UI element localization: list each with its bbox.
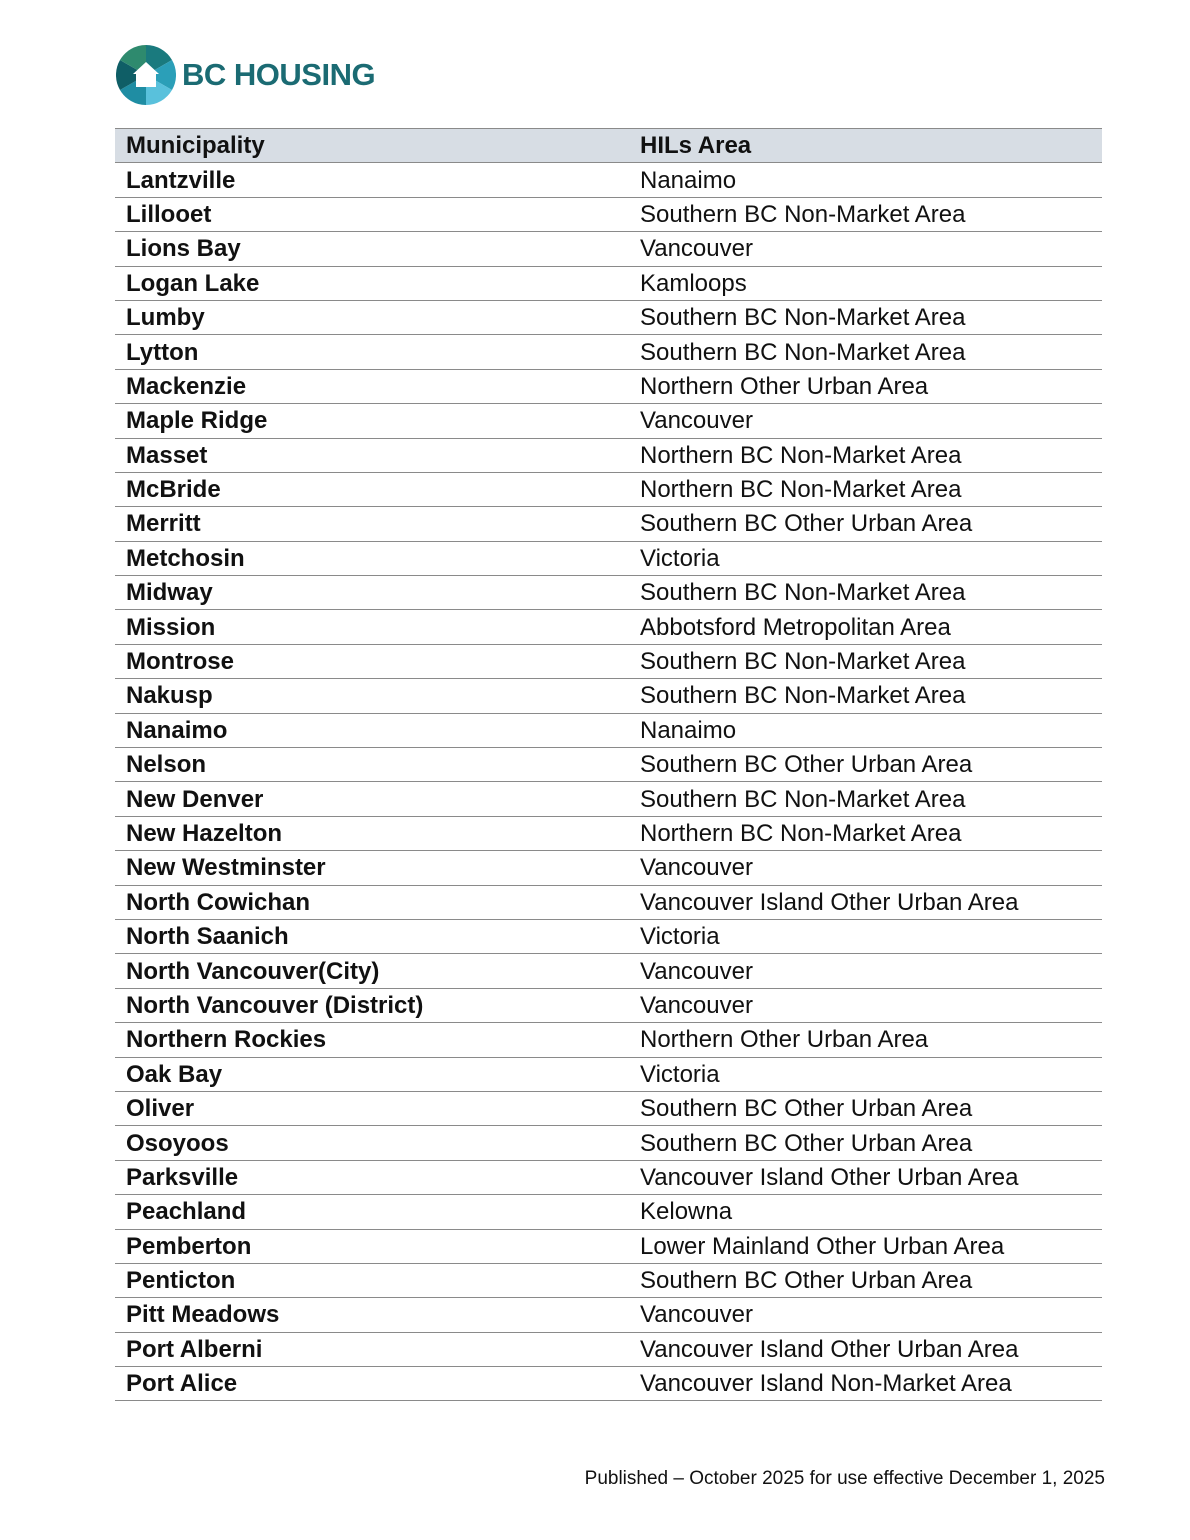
hils-area-cell: Vancouver Island Other Urban Area <box>629 885 1102 919</box>
hils-area-cell: Northern Other Urban Area <box>629 1023 1102 1057</box>
hils-area-cell: Kamloops <box>629 266 1102 300</box>
hils-area-cell: Nanaimo <box>629 163 1102 197</box>
table-row <box>115 266 1102 300</box>
hils-area-table <box>115 128 1102 1401</box>
bc-housing-emblem-icon <box>116 45 176 105</box>
table-row <box>115 404 1102 438</box>
table-row <box>115 713 1102 747</box>
municipality-cell: Parksville <box>115 1160 629 1194</box>
table-row <box>115 163 1102 197</box>
municipality-cell: Oak Bay <box>115 1057 629 1091</box>
municipality-cell: Lions Bay <box>115 232 629 266</box>
table-row <box>115 1298 1102 1332</box>
table-row <box>115 335 1102 369</box>
table-row <box>115 1160 1102 1194</box>
municipality-cell: Logan Lake <box>115 266 629 300</box>
table-row <box>115 507 1102 541</box>
municipality-cell: Mackenzie <box>115 369 629 403</box>
table-row <box>115 1126 1102 1160</box>
municipality-cell: Lytton <box>115 335 629 369</box>
hils-area-cell: Southern BC Non-Market Area <box>629 335 1102 369</box>
municipality-cell: Northern Rockies <box>115 1023 629 1057</box>
column-header-municipality: Municipality <box>115 129 629 163</box>
municipality-cell: Nakusp <box>115 679 629 713</box>
municipality-cell: Penticton <box>115 1263 629 1297</box>
municipality-cell: New Westminster <box>115 851 629 885</box>
municipality-cell: Midway <box>115 576 629 610</box>
table-row <box>115 1023 1102 1057</box>
table-row <box>115 644 1102 678</box>
municipality-cell: Lantzville <box>115 163 629 197</box>
table-row <box>115 679 1102 713</box>
hils-area-cell: Southern BC Other Urban Area <box>629 507 1102 541</box>
municipality-cell: Pitt Meadows <box>115 1298 629 1332</box>
hils-area-cell: Northern BC Non-Market Area <box>629 816 1102 850</box>
table-row <box>115 610 1102 644</box>
hils-area-cell: Vancouver <box>629 404 1102 438</box>
hils-area-cell: Northern BC Non-Market Area <box>629 438 1102 472</box>
hils-area-cell: Southern BC Other Urban Area <box>629 1126 1102 1160</box>
municipality-cell: Maple Ridge <box>115 404 629 438</box>
publication-note: Published – October 2025 for use effective December 1, 2025 <box>584 1468 1105 1489</box>
table-row <box>115 232 1102 266</box>
hils-area-cell: Southern BC Non-Market Area <box>629 679 1102 713</box>
hils-area-cell: Vancouver Island Non-Market Area <box>629 1367 1102 1401</box>
hils-area-cell: Vancouver <box>629 851 1102 885</box>
hils-area-cell: Southern BC Non-Market Area <box>629 644 1102 678</box>
municipality-cell: Metchosin <box>115 541 629 575</box>
table-row <box>115 885 1102 919</box>
hils-area-cell: Northern Other Urban Area <box>629 369 1102 403</box>
municipality-cell: Lillooet <box>115 197 629 231</box>
table-row <box>115 576 1102 610</box>
hils-area-cell: Southern BC Non-Market Area <box>629 576 1102 610</box>
hils-area-cell: Southern BC Non-Market Area <box>629 197 1102 231</box>
hils-area-cell: Vancouver <box>629 232 1102 266</box>
municipality-cell: Lumby <box>115 300 629 334</box>
logo-wordmark: BC HOUSING <box>182 57 376 92</box>
table-row <box>115 1263 1102 1297</box>
table-row <box>115 782 1102 816</box>
municipality-cell: New Hazelton <box>115 816 629 850</box>
municipality-cell: Nanaimo <box>115 713 629 747</box>
hils-area-cell: Victoria <box>629 919 1102 953</box>
hils-area-cell: Vancouver <box>629 1298 1102 1332</box>
hils-area-cell: Southern BC Non-Market Area <box>629 782 1102 816</box>
hils-area-cell: Vancouver Island Other Urban Area <box>629 1160 1102 1194</box>
municipality-cell: Peachland <box>115 1195 629 1229</box>
table-row <box>115 988 1102 1022</box>
hils-area-cell: Southern BC Other Urban Area <box>629 1091 1102 1125</box>
table-row <box>115 1367 1102 1401</box>
table-row <box>115 300 1102 334</box>
table-row <box>115 1229 1102 1263</box>
hils-area-cell: Vancouver Island Other Urban Area <box>629 1332 1102 1366</box>
municipality-cell: Port Alberni <box>115 1332 629 1366</box>
hils-area-cell: Southern BC Other Urban Area <box>629 1263 1102 1297</box>
table-row <box>115 472 1102 506</box>
municipality-cell: McBride <box>115 472 629 506</box>
table-row <box>115 197 1102 231</box>
hils-area-cell: Lower Mainland Other Urban Area <box>629 1229 1102 1263</box>
hils-area-cell: Southern BC Other Urban Area <box>629 748 1102 782</box>
column-header-hils-area: HILs Area <box>629 129 1102 163</box>
municipality-cell: Mission <box>115 610 629 644</box>
municipality-cell: Oliver <box>115 1091 629 1125</box>
table-row <box>115 1195 1102 1229</box>
hils-area-cell: Abbotsford Metropolitan Area <box>629 610 1102 644</box>
municipality-cell: Masset <box>115 438 629 472</box>
table-row <box>115 954 1102 988</box>
hils-area-cell: Victoria <box>629 541 1102 575</box>
table-row <box>115 851 1102 885</box>
table-header-row <box>115 129 1102 163</box>
table-row <box>115 438 1102 472</box>
table-body <box>115 163 1102 1401</box>
hils-area-cell: Vancouver <box>629 954 1102 988</box>
municipality-cell: Port Alice <box>115 1367 629 1401</box>
table-row <box>115 1332 1102 1366</box>
hils-area-cell: Nanaimo <box>629 713 1102 747</box>
hils-area-cell: Vancouver <box>629 988 1102 1022</box>
municipality-cell: North Cowichan <box>115 885 629 919</box>
hils-area-cell: Southern BC Non-Market Area <box>629 300 1102 334</box>
table-row <box>115 748 1102 782</box>
municipality-cell: Nelson <box>115 748 629 782</box>
table-row <box>115 1091 1102 1125</box>
municipality-cell: North Vancouver (District) <box>115 988 629 1022</box>
table-row <box>115 919 1102 953</box>
table-row <box>115 816 1102 850</box>
municipality-cell: Pemberton <box>115 1229 629 1263</box>
table-row <box>115 369 1102 403</box>
municipality-cell: North Vancouver(City) <box>115 954 629 988</box>
table-row <box>115 541 1102 575</box>
municipality-cell: North Saanich <box>115 919 629 953</box>
hils-area-cell: Northern BC Non-Market Area <box>629 472 1102 506</box>
hils-area-cell: Kelowna <box>629 1195 1102 1229</box>
bc-housing-logo <box>116 44 375 106</box>
hils-area-cell: Victoria <box>629 1057 1102 1091</box>
municipality-cell: Merritt <box>115 507 629 541</box>
municipality-cell: New Denver <box>115 782 629 816</box>
table-row <box>115 1057 1102 1091</box>
municipality-cell: Osoyoos <box>115 1126 629 1160</box>
municipality-cell: Montrose <box>115 644 629 678</box>
